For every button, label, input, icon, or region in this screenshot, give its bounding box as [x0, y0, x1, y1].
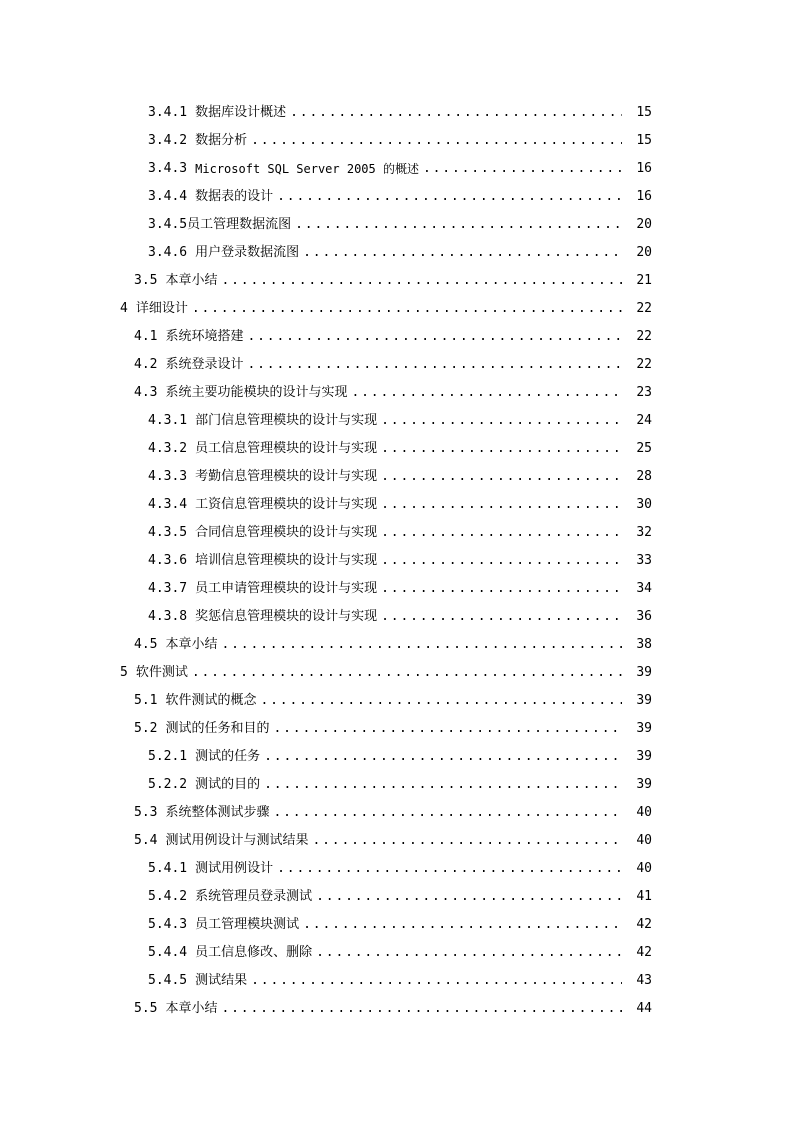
toc-entry-number: 4.2: [134, 357, 158, 372]
toc-entry[interactable]: [120, 663, 652, 683]
toc-entry-page: 33: [636, 553, 652, 568]
toc-entry-title: 系统登录设计: [165, 357, 244, 372]
toc-entry-title: 员工信息修改、删除: [195, 945, 313, 960]
toc-entry-number: 4.3.8: [148, 609, 188, 624]
toc-entry-page: 22: [636, 357, 652, 372]
toc-entry-title: 员工管理模块测试: [195, 917, 300, 932]
toc-leader-dots: [251, 971, 622, 991]
toc-entry-page: 40: [636, 861, 652, 876]
toc-entry-title: 部门信息管理模块的设计与实现: [195, 413, 378, 428]
toc-entry-page: 40: [636, 805, 652, 820]
toc-entry-page: 32: [636, 525, 652, 540]
toc-entry-title: 测试的任务: [195, 749, 261, 764]
toc-entry-number: 3.4.2: [148, 133, 188, 148]
toc-entry[interactable]: [148, 747, 652, 767]
toc-entry-title: 测试的任务和目的: [165, 721, 270, 736]
toc-entry-title: 员工申请管理模块的设计与实现: [195, 581, 378, 596]
toc-entry-page: 39: [636, 693, 652, 708]
toc-entry[interactable]: [134, 719, 652, 739]
toc-entry-page: 20: [636, 245, 652, 260]
toc-leader-dots: [264, 775, 622, 795]
toc-entry-number: 4.3: [134, 385, 158, 400]
toc-leader-dots: [295, 215, 622, 235]
toc-leader-dots: [192, 299, 622, 319]
toc-entry-number: 5.3: [134, 805, 158, 820]
toc-entry-page: 24: [636, 413, 652, 428]
toc-entry-page: 42: [636, 945, 652, 960]
toc-leader-dots: [277, 859, 622, 879]
toc-entry[interactable]: [148, 103, 652, 123]
toc-entry[interactable]: [148, 971, 652, 991]
toc-entry-number: 3.4.6: [148, 245, 188, 260]
toc-entry[interactable]: [134, 383, 652, 403]
toc-entry-number: 4.5: [134, 637, 158, 652]
toc-entry[interactable]: [148, 467, 652, 487]
toc-entry-title: 软件测试的概念: [165, 693, 257, 708]
toc-entry-number: 5.4.2: [148, 889, 188, 904]
toc-leader-dots: [222, 635, 623, 655]
toc-entry-title: 本章小结: [165, 1001, 218, 1016]
toc-entry-number: 5.4.4: [148, 945, 188, 960]
toc-leader-dots: [381, 411, 622, 431]
toc-entry-page: 41: [636, 889, 652, 904]
toc-entry-page: 42: [636, 917, 652, 932]
toc-entry-number: 4.3.6: [148, 553, 188, 568]
toc-entry-title: 本章小结: [165, 637, 218, 652]
toc-entry-page: 16: [636, 189, 652, 204]
toc-leader-dots: [274, 719, 623, 739]
toc-entry[interactable]: [134, 999, 652, 1019]
toc-entry-title: 系统主要功能模块的设计与实现: [165, 385, 348, 400]
toc-entry-number: 4.3.4: [148, 497, 188, 512]
toc-leader-dots: [290, 103, 622, 123]
toc-entry-number: 4.3.1: [148, 413, 188, 428]
toc-entry-page: 28: [636, 469, 652, 484]
toc-entry-number: 5.2.2: [148, 777, 188, 792]
toc-entry-title: 工资信息管理模块的设计与实现: [195, 497, 378, 512]
toc-entry[interactable]: [120, 299, 652, 319]
toc-entry-page: 40: [636, 833, 652, 848]
toc-entry[interactable]: [148, 523, 652, 543]
toc-entry-title: 测试结果: [195, 973, 248, 988]
toc-entry-number: 3.5: [134, 273, 158, 288]
toc-entry-title: 软件测试: [135, 665, 188, 680]
toc-entry-page: 21: [636, 273, 652, 288]
toc-entry[interactable]: [148, 775, 652, 795]
toc-entry-page: 39: [636, 777, 652, 792]
toc-leader-dots: [352, 383, 623, 403]
toc-entry-title: 测试用例设计: [195, 861, 274, 876]
toc-entry-number: 4.1: [134, 329, 158, 344]
toc-entry[interactable]: [148, 859, 652, 879]
toc-entry-page: 39: [636, 749, 652, 764]
toc-entry[interactable]: [134, 831, 652, 851]
toc-entry-title: 考勤信息管理模块的设计与实现: [195, 469, 378, 484]
toc-entry-number: 3.4.4: [148, 189, 188, 204]
toc-entry-page: 15: [636, 133, 652, 148]
toc-leader-dots: [251, 131, 622, 151]
toc-entry-title: 用户登录数据流图: [195, 245, 300, 260]
toc-entry[interactable]: [134, 327, 652, 347]
toc-entry[interactable]: [148, 607, 652, 627]
toc-entry-page: 16: [636, 161, 652, 176]
toc-entry-title: 系统环境搭建: [165, 329, 244, 344]
toc-entry[interactable]: [148, 495, 652, 515]
toc-entry-number: 4.3.2: [148, 441, 188, 456]
toc-entry[interactable]: [134, 803, 652, 823]
toc-entry-number: 5.4: [134, 833, 158, 848]
toc-leader-dots: [264, 747, 622, 767]
toc-leader-dots: [316, 887, 622, 907]
toc-leader-dots: [381, 551, 622, 571]
toc-leader-dots: [423, 159, 622, 179]
toc-leader-dots: [277, 187, 622, 207]
toc-entry-page: 20: [636, 217, 652, 232]
toc-entry-number: 5.4.5: [148, 973, 188, 988]
toc-entry[interactable]: [134, 355, 652, 375]
toc-entry-number: 4: [120, 301, 128, 316]
toc-leader-dots: [381, 439, 622, 459]
toc-entry-title: 数据分析: [195, 133, 248, 148]
toc-leader-dots: [274, 803, 623, 823]
toc-leader-dots: [381, 607, 622, 627]
toc-entry-title: 本章小结: [165, 273, 218, 288]
toc-entry-title: 数据表的设计: [195, 189, 274, 204]
toc-entry-title: 系统整体测试步骤: [165, 805, 270, 820]
toc-entry-title: 合同信息管理模块的设计与实现: [195, 525, 378, 540]
toc-entry-title: 详细设计: [135, 301, 188, 316]
toc-entry-number: 5.4.3: [148, 917, 188, 932]
toc-entry[interactable]: [148, 187, 652, 207]
toc-entry-title: 培训信息管理模块的设计与实现: [195, 553, 378, 568]
toc-entry-page: 43: [636, 973, 652, 988]
toc-entry-page: 39: [636, 721, 652, 736]
toc-entry-number: 5: [120, 665, 128, 680]
toc-leader-dots: [248, 355, 623, 375]
toc-entry-page: 44: [636, 1001, 652, 1016]
toc-entry[interactable]: [148, 243, 652, 263]
toc-entry[interactable]: [148, 915, 652, 935]
toc-leader-dots: [381, 495, 622, 515]
toc-entry-title: 数据库设计概述: [195, 105, 287, 120]
toc-entry-page: 25: [636, 441, 652, 456]
toc-leader-dots: [381, 523, 622, 543]
toc-leader-dots: [248, 327, 623, 347]
toc-entry-number: 4.3.7: [148, 581, 188, 596]
toc-entry-title: 员工信息管理模块的设计与实现: [195, 441, 378, 456]
toc-entry-title: 奖惩信息管理模块的设计与实现: [195, 609, 378, 624]
toc-leader-dots: [303, 243, 622, 263]
toc-leader-dots: [222, 271, 623, 291]
toc-entry-number: 3.4.5: [148, 217, 188, 232]
toc-entry[interactable]: [134, 271, 652, 291]
toc-entry[interactable]: [148, 551, 652, 571]
toc-entry-title: 员工管理数据流图: [187, 217, 292, 232]
toc-entry-title: Microsoft SQL Server 2005 的概述: [195, 162, 419, 176]
toc-leader-dots: [381, 467, 622, 487]
toc-entry[interactable]: [148, 411, 652, 431]
toc-entry-page: 30: [636, 497, 652, 512]
toc-leader-dots: [316, 943, 622, 963]
toc-entry-page: 15: [636, 105, 652, 120]
toc-entry-number: 3.4.3: [148, 161, 188, 176]
toc-entry-number: 5.5: [134, 1001, 158, 1016]
toc-entry-page: 22: [636, 301, 652, 316]
toc-entry-page: 38: [636, 637, 652, 652]
toc-entry-number: 5.2: [134, 721, 158, 736]
toc-entry-page: 23: [636, 385, 652, 400]
toc-entry[interactable]: [134, 691, 652, 711]
toc-entry-page: 39: [636, 665, 652, 680]
toc-entry-number: 4.3.3: [148, 469, 188, 484]
toc-leader-dots: [313, 831, 623, 851]
toc-entry-number: 4.3.5: [148, 525, 188, 540]
toc-leader-dots: [303, 915, 622, 935]
toc-leader-dots: [222, 999, 623, 1019]
toc-entry[interactable]: [148, 579, 652, 599]
toc-entry-title: 测试的目的: [195, 777, 261, 792]
toc-entry[interactable]: [134, 635, 652, 655]
toc-entry[interactable]: [148, 439, 652, 459]
toc-entry[interactable]: [148, 943, 652, 963]
toc-entry-number: 5.4.1: [148, 861, 188, 876]
toc-entry[interactable]: [148, 159, 652, 179]
toc-entry-title: 系统管理员登录测试: [195, 889, 313, 904]
toc-leader-dots: [381, 579, 622, 599]
toc-entry-number: 5.1: [134, 693, 158, 708]
toc-entry-number: 3.4.1: [148, 105, 188, 120]
toc-entry-page: 34: [636, 581, 652, 596]
toc-entry[interactable]: [148, 131, 652, 151]
toc-leader-dots: [192, 663, 622, 683]
toc-leader-dots: [261, 691, 623, 711]
toc-entry-number: 5.2.1: [148, 749, 188, 764]
toc-entry[interactable]: [148, 215, 652, 235]
toc-entry-page: 22: [636, 329, 652, 344]
toc-entry-title: 测试用例设计与测试结果: [165, 833, 309, 848]
toc-entry-page: 36: [636, 609, 652, 624]
toc-entry[interactable]: [148, 887, 652, 907]
